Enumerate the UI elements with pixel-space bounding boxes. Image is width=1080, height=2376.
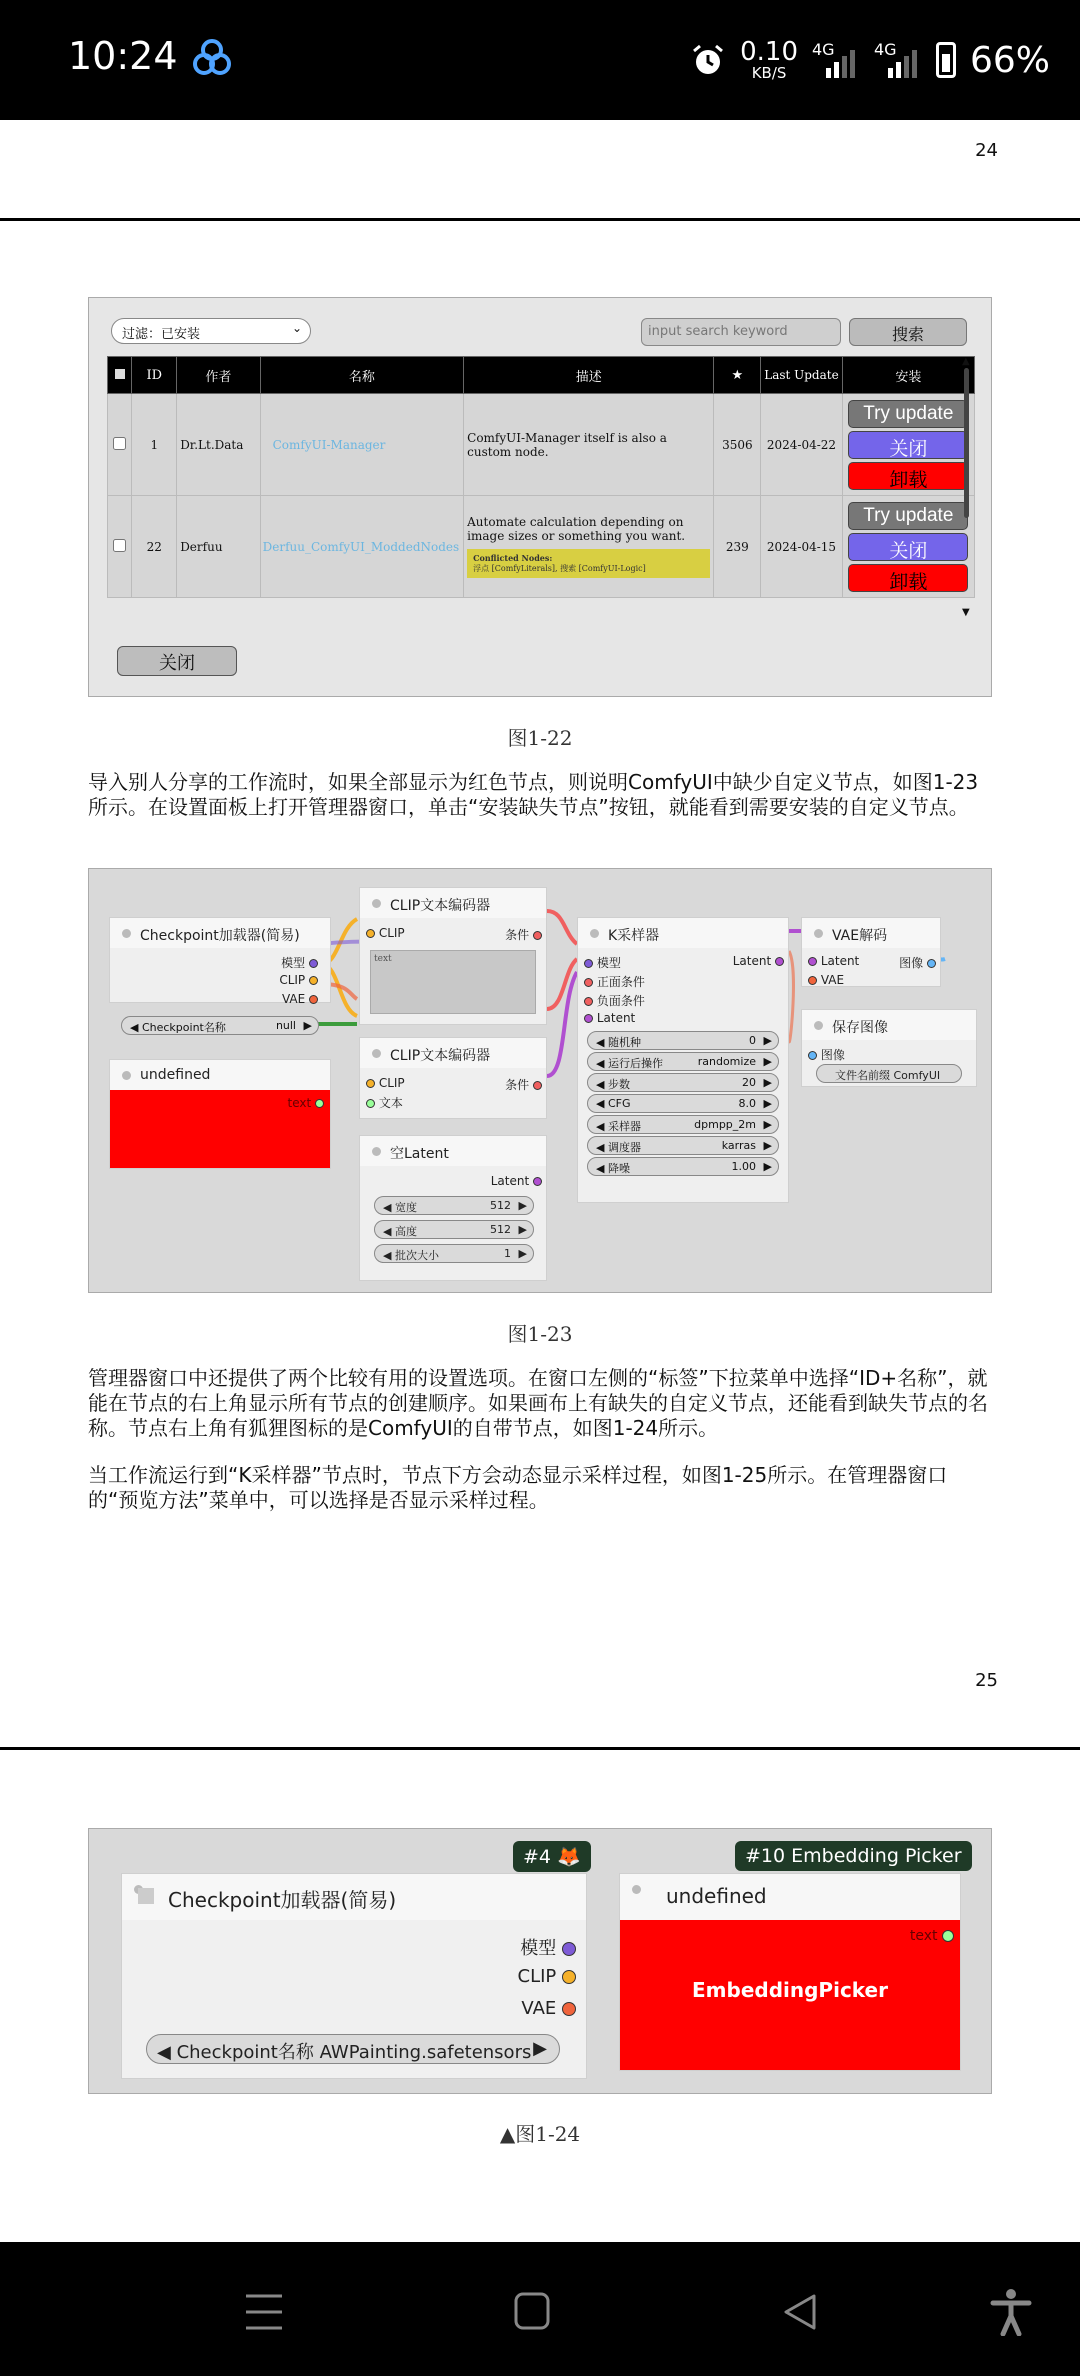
table-header bbox=[108, 357, 975, 394]
col-id: ID bbox=[132, 357, 177, 394]
filename-prefix-widget[interactable]: 文件名前缀 ComfyUI bbox=[816, 1064, 962, 1083]
undefined-node[interactable]: undefined text EmbeddingPicker bbox=[619, 1873, 961, 2071]
checkpoint-loader-node[interactable]: Checkpoint加载器(简易) 模型 CLIP VAE ◀ Checkpoint名称 AWPainting.safetensors ▶ bbox=[121, 1873, 587, 2079]
figure-caption: 图1-22 bbox=[507, 726, 573, 750]
network-speed: 0.10 KB/S bbox=[740, 36, 798, 82]
home-icon[interactable] bbox=[514, 2292, 550, 2330]
figure-caption: ▲图1-24 bbox=[499, 2122, 581, 2146]
clip-text-encoder-node-2[interactable]: CLIP文本编码器 CLIP 条件 文本 bbox=[359, 1037, 547, 1119]
menu-icon[interactable] bbox=[244, 2292, 284, 2332]
close-window-button[interactable]: 关闭 bbox=[117, 646, 237, 676]
table-row bbox=[108, 394, 975, 496]
node-id-badge-10: #10 Embedding Picker bbox=[735, 1841, 972, 1871]
col-name: 名称 bbox=[260, 357, 464, 394]
ksampler-widget[interactable]: ◀ 采样器 dpmpp_2m ▶ bbox=[587, 1115, 779, 1134]
row-name-link[interactable]: Derfuu_ComfyUI_ModdedNodes bbox=[262, 539, 460, 554]
col-install: 安装 bbox=[842, 357, 974, 394]
ksampler-widget[interactable]: ◀ 随机种 0 ▶ bbox=[587, 1031, 779, 1050]
row-checkbox[interactable] bbox=[113, 539, 126, 552]
search-input[interactable]: input search keyword bbox=[641, 318, 841, 346]
table-row bbox=[108, 496, 975, 598]
width-widget[interactable]: ◀ 宽度 512 ▶ bbox=[374, 1196, 534, 1215]
node-table bbox=[107, 356, 975, 598]
filter-dropdown[interactable]: 过滤：已安装 ⌄ bbox=[111, 318, 311, 344]
try-update-button[interactable]: Try update bbox=[848, 400, 968, 428]
paragraph: 导入别人分享的工作流时，如果全部显示为红色节点，则说明ComfyUI中缺少自定义节点，如图1-23所示。在设置面板上打开管理器窗口，单击“安装缺失节点”按钮，就能看到需要安装的自定义节点。 bbox=[88, 770, 979, 819]
page-number: 25 bbox=[975, 1670, 998, 1691]
height-widget[interactable]: ◀ 高度 512 ▶ bbox=[374, 1220, 534, 1239]
checkpoint-loader-node[interactable]: Checkpoint加载器(简易) 模型 CLIP VAE bbox=[109, 917, 331, 1003]
back-icon[interactable] bbox=[780, 2292, 820, 2332]
ksampler-widget[interactable]: ◀ 调度器 karras ▶ bbox=[587, 1136, 779, 1155]
try-update-button[interactable]: Try update bbox=[848, 502, 968, 530]
navigation-bar bbox=[0, 2242, 1080, 2376]
ksampler-widget[interactable]: ◀ CFG 8.0 ▶ bbox=[587, 1094, 779, 1113]
row-stars: 239 bbox=[714, 496, 761, 598]
checkpoint-name-widget[interactable]: ◀ Checkpoint名称 AWPainting.safetensors ▶ bbox=[146, 2034, 560, 2064]
row-updated: 2024-04-15 bbox=[761, 496, 842, 598]
vae-decode-node[interactable]: VAE解码 Latent 图像 VAE bbox=[801, 917, 941, 987]
col-updated: Last Update bbox=[761, 357, 842, 394]
batch-size-widget[interactable]: ◀ 批次大小 1 ▶ bbox=[374, 1244, 534, 1263]
conflict-box: Conflicted Nodes: 浮点 [ComfyLiterals], 搜索 [ComfyUI-Logic] bbox=[467, 549, 710, 578]
ksampler-node[interactable]: K采样器 模型 Latent 正面条件 负面条件 Latent bbox=[577, 917, 789, 1203]
checkpoint-name-widget[interactable]: ◀ Checkpoint名称 null ▶ bbox=[121, 1016, 319, 1035]
collapse-icon[interactable] bbox=[138, 1888, 154, 1904]
row-author: Dr.Lt.Data bbox=[177, 394, 260, 496]
table-scrollbar[interactable] bbox=[961, 356, 973, 618]
scroll-down-icon: ▼ bbox=[962, 607, 970, 618]
row-author: Derfuu bbox=[177, 496, 260, 598]
missing-node-body: text EmbeddingPicker bbox=[620, 1920, 960, 2070]
app-logo-icon bbox=[190, 36, 234, 80]
page-divider bbox=[0, 218, 1080, 221]
save-image-node[interactable]: 保存图像 图像 文件名前缀 ComfyUI bbox=[801, 1009, 977, 1087]
node-id-badge-4: #4 🦊 bbox=[513, 1841, 591, 1872]
clip-text-encoder-node-1[interactable]: CLIP文本编码器 CLIP 条件 text bbox=[359, 887, 547, 1025]
row-checkbox[interactable] bbox=[113, 437, 126, 450]
row-desc: ComfyUI-Manager itself is also a custom node. bbox=[464, 394, 714, 496]
col-desc: 描述 bbox=[464, 357, 714, 394]
signal-2: 4G bbox=[874, 40, 922, 80]
node-id-badge-figure bbox=[88, 1828, 992, 2094]
disable-button[interactable]: 关闭 bbox=[848, 431, 968, 459]
search-button[interactable]: 搜索 bbox=[849, 318, 967, 346]
row-stars: 3506 bbox=[714, 394, 761, 496]
uninstall-button[interactable]: 卸载 bbox=[848, 462, 968, 490]
signal-bars-icon bbox=[826, 50, 855, 78]
status-bar bbox=[0, 0, 1080, 120]
col-author: 作者 bbox=[177, 357, 260, 394]
disable-button[interactable]: 关闭 bbox=[848, 533, 968, 561]
prompt-textarea[interactable]: text bbox=[370, 950, 536, 1014]
ksampler-widget[interactable]: ◀ 降噪 1.00 ▶ bbox=[587, 1157, 779, 1176]
row-desc: Automate calculation depending on image sizes or something you want. bbox=[467, 515, 686, 543]
alarm-icon bbox=[690, 42, 726, 78]
signal-1: 4G bbox=[812, 40, 860, 80]
uninstall-button[interactable]: 卸载 bbox=[848, 564, 968, 592]
col-stars: ★ bbox=[714, 357, 761, 394]
row-id: 22 bbox=[132, 496, 177, 598]
battery-percent: 66% bbox=[969, 39, 1050, 81]
row-id: 1 bbox=[132, 394, 177, 496]
row-updated: 2024-04-22 bbox=[761, 394, 842, 496]
figure-caption: 图1-23 bbox=[507, 1322, 573, 1346]
row-name-link[interactable]: ComfyUI-Manager bbox=[272, 437, 386, 452]
scroll-up-icon: ▲ bbox=[962, 356, 970, 367]
empty-latent-node[interactable]: 空Latent Latent ◀ 宽度 512 ▶ ◀ 高度 512 ▶ ◀ 批次大小 1 ▶ bbox=[359, 1135, 547, 1281]
undefined-node[interactable]: undefined text bbox=[109, 1059, 331, 1169]
clock: 10:24 bbox=[68, 34, 178, 78]
missing-node-name: EmbeddingPicker bbox=[692, 1978, 888, 2002]
ksampler-widget[interactable]: ◀ 运行后操作 randomize ▶ bbox=[587, 1052, 779, 1071]
select-all-checkbox[interactable] bbox=[115, 369, 125, 379]
signal-bars-icon bbox=[888, 50, 917, 78]
battery-icon bbox=[936, 42, 956, 78]
paragraph: 管理器窗口中还提供了两个比较有用的设置选项。在窗口左侧的“标签”下拉菜单中选择“ID+名称”，就能在节点的右上角显示所有节点的创建顺序。如果画布上有缺失的自定义节点，还能看到缺失节点的名称。节点右上角有狐狸图标的是ComfyUI的自带节点，如图1-24所示。 bbox=[88, 1366, 988, 1440]
page-divider bbox=[0, 1747, 1080, 1750]
paragraph: 当工作流运行到“K采样器”节点时，节点下方会动态显示采样过程，如图1-25所示。在管理器窗口的“预览方法”菜单中，可以选择是否显示采样过程。 bbox=[88, 1463, 948, 1512]
manager-window-figure bbox=[88, 297, 992, 697]
ksampler-widget[interactable]: ◀ 步数 20 ▶ bbox=[587, 1073, 779, 1092]
workflow-canvas-figure bbox=[88, 868, 992, 1293]
page-number: 24 bbox=[975, 140, 998, 161]
accessibility-icon[interactable] bbox=[990, 2288, 1032, 2336]
